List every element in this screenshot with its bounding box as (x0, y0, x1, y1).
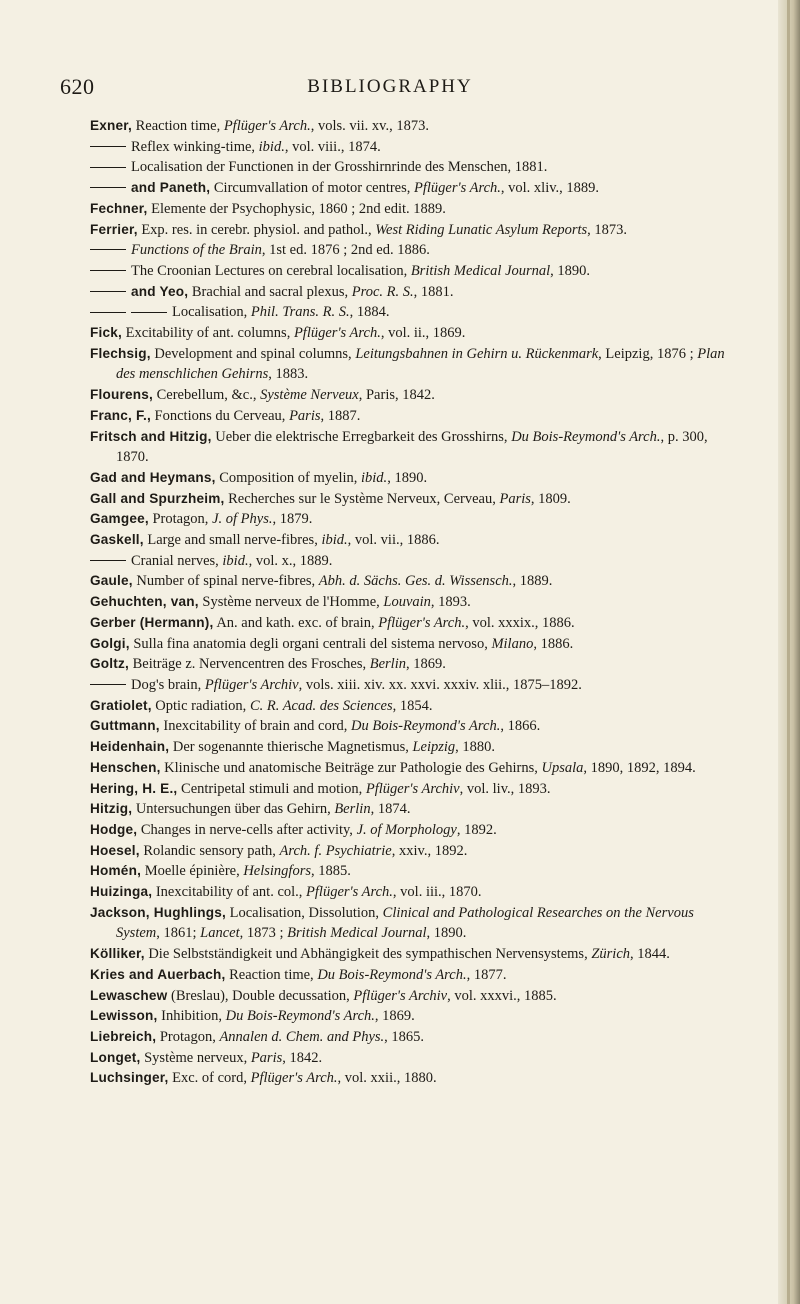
entry-title-italic: Clinical and Pathological Researches on the Nervous System (116, 904, 694, 942)
entry-author: Hering, H. E., (90, 780, 178, 796)
entry-text: , 1842. (282, 1049, 323, 1066)
entry-title-italic: Berlin (334, 801, 371, 818)
entry-title-italic: Zürich (591, 946, 630, 963)
entry-title-italic: Louvain (383, 594, 431, 611)
entry-author: Flourens, (90, 387, 153, 403)
ditto-dash (90, 312, 126, 313)
entry-author: Flechsig, (90, 345, 151, 361)
entry-text: , 1886. (533, 635, 574, 652)
entry-text: , vol. xxii., 1880. (337, 1070, 437, 1087)
entry-title-italic: Système Nerveux (260, 387, 359, 404)
bibliography-entry (90, 986, 740, 1007)
entry-title-italic: C. R. Acad. des Sciences (249, 697, 393, 714)
entry-text: Exp. res. in cerebr. physiol. and pathol., (137, 221, 376, 238)
bibliography-entry (90, 592, 740, 613)
entry-text: , vols. vii. xv., 1873. (310, 118, 429, 134)
entry-text: , 1889. (512, 573, 553, 590)
entry-text: , 1890. (550, 262, 591, 279)
entry-coauthor: and Paneth, (131, 180, 211, 196)
entry-title-italic: Phil. Trans. R. S. (250, 304, 350, 321)
entry-title-italic: British Medical Journal (287, 925, 427, 942)
entry-author: Longet, (90, 1049, 141, 1065)
ditto-dash (90, 291, 126, 292)
entry-text: , 1st ed. 1876 ; 2nd ed. 1886. (261, 242, 430, 259)
entry-author: Gall and Spurzheim, (90, 490, 225, 506)
entry-text: Inexcitability of brain and cord, (159, 718, 352, 735)
entry-text: , vol. vii., 1886. (347, 532, 440, 549)
entry-text: , vol. x., 1889. (248, 552, 333, 569)
entry-text: Inexcitability of ant. col., (152, 884, 307, 901)
bibliography-entry (90, 385, 740, 406)
bibliography-entry (90, 737, 740, 758)
bibliography-entry (90, 1048, 740, 1069)
entry-text: Rolandic sensory path, (139, 842, 280, 859)
entry-text: , 1877. (466, 966, 507, 983)
entry-title-italic: ibid. (361, 469, 388, 486)
entry-text: , 1874. (370, 801, 411, 818)
entry-text: Localisation, (172, 304, 251, 321)
entry-title-italic: Du Bois-Reymond's Arch. (351, 718, 501, 735)
bibliography-entry (90, 489, 740, 510)
entry-text: , vol. xxxvi., 1885. (447, 987, 557, 1004)
entry-text: Localisation, Dissolution, (226, 904, 383, 921)
entry-author: Ferrier, (90, 221, 138, 237)
bibliography-entry (90, 157, 740, 178)
entry-author: Gaskell, (90, 532, 144, 548)
entry-title-italic: ibid. (222, 552, 249, 569)
bibliography-entry (90, 240, 740, 261)
bibliography-entry (90, 634, 740, 655)
entry-text: Large and small nerve-fibres, (143, 532, 322, 549)
entry-title-italic: Pflüger's Arch. (250, 1070, 338, 1087)
entry-text: Ueber die elektrische Erregbarkeit des Grosshirns, (211, 428, 512, 445)
entry-author: Lewaschew (90, 987, 168, 1003)
entry-author: Exner, (90, 118, 133, 133)
entry-title-italic: Paris (499, 490, 531, 507)
bibliography-entry (90, 282, 740, 303)
entry-text: Changes in nerve-cells after activity, (137, 821, 357, 838)
ditto-dash (90, 684, 126, 685)
entry-author: Goltz, (90, 656, 129, 672)
entry-title-italic: Helsingfors (243, 863, 311, 880)
bibliography-entry (90, 1027, 740, 1048)
entry-title-italic: Paris (289, 407, 321, 424)
entry-title-italic: Upsala (541, 759, 584, 776)
entry-author: Jackson, Hughlings, (90, 904, 226, 920)
entry-text: Excitability of ant. columns, (121, 325, 294, 342)
ditto-dash (90, 146, 126, 147)
entry-title-italic: Paris (250, 1049, 283, 1066)
bibliography-entry (90, 944, 740, 965)
entry-text: Optic radiation, (151, 697, 250, 714)
entry-author: Franc, F., (90, 407, 151, 423)
bibliography-entry (90, 758, 740, 779)
entry-text: , 1892. (456, 821, 497, 838)
entry-author: Gratiolet, (90, 697, 152, 713)
entry-text: , 1873. (587, 221, 628, 238)
entry-title-italic: British Medical Journal (410, 262, 551, 279)
entry-title-italic: Annalen d. Chem. and Phys. (219, 1028, 385, 1045)
entry-title-italic: Arch. f. Psychiatrie (279, 842, 392, 859)
entry-text: , 1809. (530, 490, 571, 507)
entry-author: Gehuchten, van, (90, 594, 199, 610)
entry-text: , 1890. (426, 925, 467, 942)
entry-text: Cerebellum, &c., (152, 387, 261, 404)
page-edge-line (787, 0, 790, 1304)
entry-text: , 1887. (320, 407, 361, 424)
entry-text: Protagon, (148, 511, 213, 528)
ditto-dash (90, 167, 126, 168)
entry-title-italic: Milano (491, 635, 534, 652)
bibliography-entry (90, 696, 740, 717)
entry-author: Gad and Heymans, (90, 469, 216, 485)
running-head: BIBLIOGRAPHY (307, 76, 473, 97)
entry-text: Sulla fina anatomia degli organi centrali del sistema nervoso, (129, 635, 492, 652)
bibliography-entry (90, 137, 740, 158)
ditto-dash (90, 270, 126, 271)
bibliography-entry (90, 427, 740, 468)
entry-text: , vol. xxxix., 1886. (465, 614, 575, 631)
entry-author: Fick, (90, 325, 122, 341)
entry-author: Hitzig, (90, 801, 133, 817)
entry-author: Golgi, (90, 635, 130, 651)
entry-author: Guttmann, (90, 718, 160, 734)
entry-text: , vols. xiii. xiv. xx. xxvi. xxxiv. xlii., 1875–1892. (298, 676, 582, 693)
entry-text: Reflex winking-time, (131, 138, 259, 155)
entry-author: Luchsinger, (90, 1070, 169, 1086)
bibliography-entry (90, 406, 740, 427)
entry-title-italic: ibid. (321, 532, 348, 549)
bibliography-entry (90, 779, 740, 800)
entry-text: , 1884. (349, 304, 390, 321)
entry-text: , vol. iii., 1870. (392, 884, 482, 901)
entry-text: , 1869. (374, 1008, 415, 1025)
bibliography-entry (90, 820, 740, 841)
entry-author: Kölliker, (90, 946, 145, 962)
entry-text: Système nerveux de l'Homme, (198, 594, 384, 611)
entry-author: Lewisson, (90, 1008, 158, 1024)
bibliography-entry (90, 716, 740, 737)
entry-text: Système nerveux, (140, 1049, 251, 1066)
entry-title-italic: Pflüger's Archiv (353, 987, 448, 1004)
entry-text: , 1883. (268, 366, 309, 383)
bibliography-list (90, 116, 740, 1089)
entry-author: Hoesel, (90, 842, 140, 858)
entry-title-italic: Pflüger's Arch. (293, 325, 381, 342)
entry-text: Brachial and sacral plexus, (188, 283, 352, 300)
bibliography-entry (90, 116, 740, 137)
entry-author: Fechner, (90, 200, 148, 216)
entry-text: , vol. xliv., 1889. (500, 180, 600, 197)
bibliography-entry (90, 675, 740, 696)
entry-coauthor: and Yeo, (131, 283, 189, 299)
bibliography-entry (90, 799, 740, 820)
entry-title-italic: Du Bois-Reymond's Arch. (225, 1008, 375, 1025)
entry-title-italic: Pflüger's Arch. (414, 180, 501, 197)
entry-text: , 1880. (455, 739, 496, 756)
entry-author: Hodge, (90, 821, 138, 837)
entry-text: Protagon, (156, 1028, 220, 1045)
entry-author: Gamgee, (90, 511, 149, 527)
entry-title-italic: ibid. (258, 138, 285, 155)
entry-text: , 1873 ; (239, 925, 288, 942)
entry-author: Homén, (90, 863, 142, 879)
bibliography-entry (90, 882, 740, 903)
entry-title-italic: Lancet (200, 925, 240, 942)
entry-text: , vol. liv., 1893. (459, 780, 551, 797)
entry-text: Die Selbstständigkeit und Abhängigkeit des sympathischen Nervensystems, (144, 946, 592, 963)
entry-title-italic: Berlin (369, 656, 406, 673)
entry-title-italic: J. of Phys. (212, 511, 273, 528)
entry-text: , vol. ii., 1869. (380, 325, 466, 342)
entry-text: Inhibition, (157, 1008, 226, 1025)
page-header (60, 74, 720, 104)
entry-title-italic: Leipzig (412, 739, 456, 756)
entry-text: Exc. of cord, (168, 1070, 251, 1087)
entry-author: Heidenhain, (90, 739, 170, 755)
entry-author: Huizinga, (90, 884, 153, 900)
bibliography-entry (90, 654, 740, 675)
entry-text: , 1893. (430, 594, 471, 611)
bibliography-entry (90, 302, 740, 323)
entry-text: , 1861; (156, 925, 201, 942)
entry-text: , p. 300, 1870. (116, 428, 708, 466)
bibliography-entry (90, 323, 740, 344)
entry-title-italic: Du Bois-Reymond's Arch. (317, 966, 467, 983)
bibliography-entry (90, 261, 740, 282)
entry-text: , vol. viii., 1874. (284, 138, 381, 155)
entry-title-italic: Leitungsbahnen in Gehirn u. Rückenmark (355, 345, 599, 362)
entry-text: Centripetal stimuli and motion, (177, 780, 366, 797)
bibliography-entry (90, 841, 740, 862)
entry-title-italic: Pflüger's Arch. (223, 118, 311, 134)
entry-title-italic: Pflüger's Arch. (306, 884, 393, 901)
entry-title-italic: Proc. R. S. (351, 283, 414, 300)
bibliography-entry (90, 571, 740, 592)
entry-text: , Leipzig, 1876 ; (598, 345, 698, 362)
entry-title-italic: Du Bois-Reymond's Arch. (511, 428, 661, 445)
entry-text: , 1866. (500, 718, 541, 735)
entry-title-italic: Pflüger's Archiv (365, 780, 460, 797)
entry-text: Reaction time, (225, 966, 318, 983)
bibliography-entry (90, 965, 740, 986)
entry-text: Fonctions du Cerveau, (150, 407, 290, 424)
entry-text: Klinische und anatomische Beiträge zur Pathologie des Gehirns, (160, 759, 542, 776)
ditto-dash (90, 187, 126, 188)
ditto-dash (90, 560, 126, 561)
entry-text: , 1879. (272, 511, 313, 528)
entry-title-italic: Abh. d. Sächs. Ges. d. Wissensch. (318, 573, 513, 590)
bibliography-entry (90, 509, 740, 530)
ditto-dash (131, 312, 167, 313)
bibliography-entry (90, 220, 740, 241)
bibliography-entry (90, 344, 740, 385)
entry-text: Elemente der Psychophysic, 1860 ; 2nd edit. 1889. (147, 200, 446, 217)
entry-text: , 1844. (630, 946, 670, 963)
entry-text: Localisation der Functionen in der Grosshirnrinde des Menschen, 1881. (131, 159, 548, 176)
bibliography-entry (90, 199, 740, 220)
bibliography-entry (90, 613, 740, 634)
entry-text: Cranial nerves, (131, 552, 223, 569)
entry-text: An. and kath. exc. of brain, (213, 614, 379, 631)
entry-text: , 1881. (413, 283, 454, 300)
bibliography-entry (90, 178, 740, 199)
entry-title-italic: West Riding Lunatic Asylum Reports (375, 221, 588, 238)
entry-text: Moelle épinière, (141, 863, 244, 880)
entry-title-italic: Functions of the Brain (131, 242, 262, 259)
bibliography-entry (90, 551, 740, 572)
entry-text: Circumvallation of motor centres, (210, 180, 415, 197)
entry-text: Number of spinal nerve-fibres, (132, 573, 319, 590)
entry-text: , 1869. (405, 656, 446, 673)
entry-title-italic: Pflüger's Archiv (204, 676, 299, 693)
entry-author: Gerber (Hermann), (90, 614, 214, 630)
entry-text: The Croonian Lectures on cerebral localisation, (131, 262, 411, 279)
entry-author: Kries and Auerbach, (90, 966, 226, 982)
bibliography-entry (90, 468, 740, 489)
ditto-dash (90, 249, 126, 250)
entry-title-italic: Pflüger's Arch. (378, 614, 466, 631)
bibliography-entry (90, 530, 740, 551)
entry-text: Beiträge z. Nervencentren des Frosches, (128, 656, 370, 673)
entry-text: , 1890, 1892, 1894. (583, 759, 696, 776)
entry-text: Development and spinal columns, (150, 345, 356, 362)
entry-text: , xxiv., 1892. (391, 842, 468, 859)
entry-author: Fritsch and Hitzig, (90, 428, 212, 444)
entry-text: , 1885. (311, 863, 351, 880)
bibliography-entry (90, 1068, 740, 1089)
entry-author: Gaule, (90, 573, 133, 589)
entry-text: , 1854. (392, 697, 433, 714)
entry-text: Recherches sur le Système Nerveux, Cerveau, (224, 490, 500, 507)
bibliography-entry (90, 1006, 740, 1027)
entry-text: , Paris, 1842. (358, 387, 435, 404)
entry-text: Reaction time, (132, 118, 224, 134)
entry-text: , 1865. (384, 1028, 425, 1045)
entry-author: Henschen, (90, 759, 161, 775)
entry-text: Composition of myelin, (215, 469, 361, 486)
entry-text: , 1890. (387, 469, 428, 486)
bibliography-entry (90, 861, 740, 882)
entry-title-italic: J. of Morphology (356, 821, 457, 838)
entry-title-italic: Plan des menschlichen Gehirns (116, 345, 725, 383)
entry-author: Liebreich, (90, 1028, 157, 1044)
bibliography-entry (90, 903, 740, 944)
entry-text: (Breslau), Double decussation, (167, 987, 354, 1004)
entry-text: Dog's brain, (131, 676, 205, 693)
entry-text: Der sogenannte thierische Magnetismus, (169, 739, 413, 756)
entry-text: Untersuchungen über das Gehirn, (132, 801, 335, 818)
page-number: 620 (60, 74, 95, 99)
